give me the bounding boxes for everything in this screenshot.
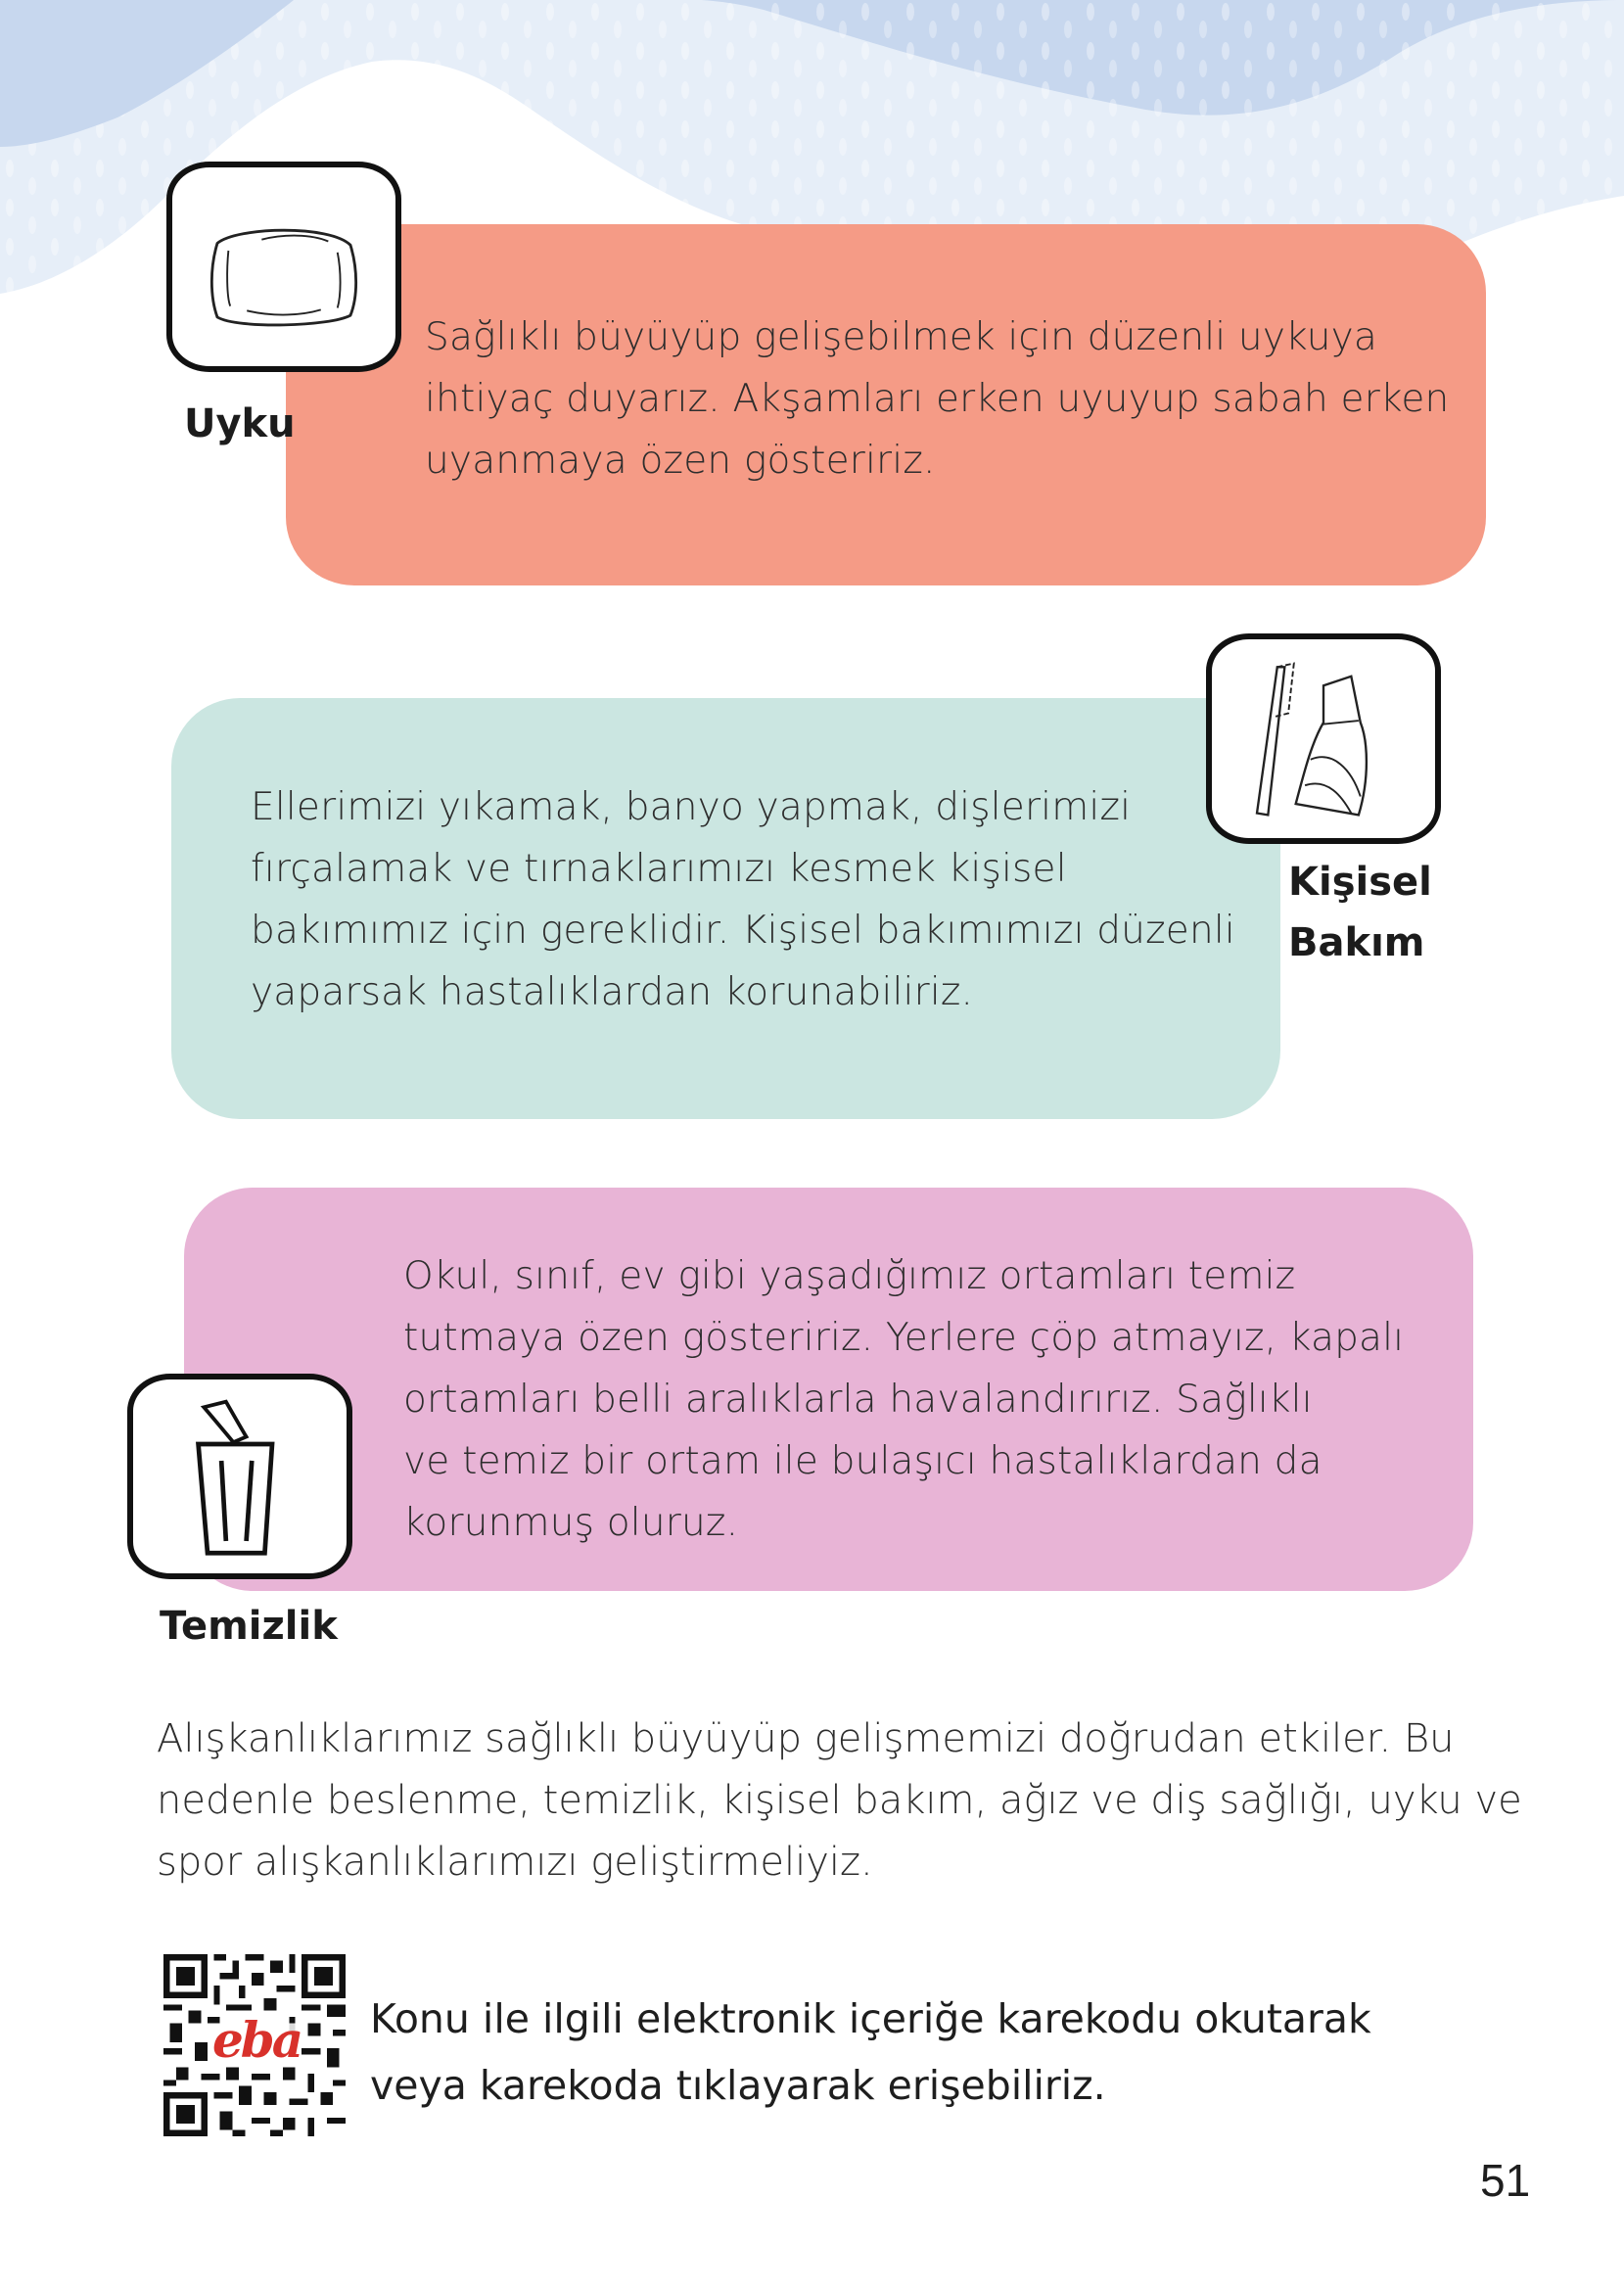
personal-care-icon-frame	[1206, 633, 1441, 844]
cleanliness-icon-frame	[127, 1374, 352, 1579]
text-line: bakımımız için gereklidir. Kişisel bakımımızı düzenli	[251, 909, 1235, 953]
text-line: Konu ile ilgili elektronik içeriğe karekodu okutarak	[370, 1995, 1371, 2042]
sleep-text	[425, 306, 1449, 491]
label-line: Kişisel	[1288, 860, 1432, 905]
pillow-icon	[172, 167, 395, 366]
cleanliness-label: Temizlik	[160, 1604, 338, 1649]
cleanliness-text	[403, 1245, 1404, 1554]
toothbrush-toothpaste-icon	[1212, 639, 1435, 838]
page-number: 51	[1480, 2155, 1531, 2206]
label-line: Bakım	[1288, 920, 1425, 965]
text-line: spor alışkanlıklarımızı geliştirmeliyiz.	[157, 1840, 873, 1885]
eba-logo: eba	[212, 2011, 302, 2069]
text-line: korunmuş oluruz.	[403, 1501, 739, 1545]
sleep-label: Uyku	[184, 401, 296, 446]
text-line: Alışkanlıklarımız sağlıklı büyüyüp gelişmemizi doğrudan etkiler. Bu	[157, 1716, 1455, 1761]
text-line: uyanmaya özen gösteririz.	[425, 439, 936, 483]
personal-care-label	[1288, 852, 1432, 973]
trash-bin-icon	[133, 1379, 347, 1573]
summary-paragraph	[157, 1708, 1522, 1894]
text-line: ve temiz bir ortam ile bulaşıcı hastalıklardan da	[403, 1439, 1322, 1483]
text-line: ortamları belli aralıklarla havalandırırız. Sağlıklı	[403, 1378, 1313, 1422]
text-line: ihtiyaç duyarız. Akşamları erken uyuyup sabah erken	[425, 377, 1450, 421]
text-line: yaparsak hastalıklardan korunabiliriz.	[251, 970, 974, 1014]
text-line: veya karekoda tıklayarak erişebiliriz.	[370, 2062, 1106, 2109]
text-line: Okul, sınıf, ev gibi yaşadığımız ortamları temiz	[403, 1254, 1296, 1298]
eba-qr-code[interactable]	[163, 1954, 346, 2136]
sleep-icon-frame	[166, 162, 401, 372]
text-line: fırçalamak ve tırnaklarımızı kesmek kişisel	[251, 847, 1067, 891]
text-line: Ellerimizi yıkamak, banyo yapmak, dişlerimizi	[251, 785, 1132, 829]
text-line: tutmaya özen gösteririz. Yerlere çöp atmayız, kapalı	[403, 1316, 1405, 1360]
text-line: Sağlıklı büyüyüp gelişebilmek için düzenli uykuya	[425, 315, 1378, 359]
personal-care-text	[251, 776, 1235, 1023]
text-line: nedenle beslenme, temizlik, kişisel bakım, ağız ve diş sağlığı, uyku ve	[157, 1778, 1522, 1823]
qr-instruction	[370, 1986, 1371, 2119]
